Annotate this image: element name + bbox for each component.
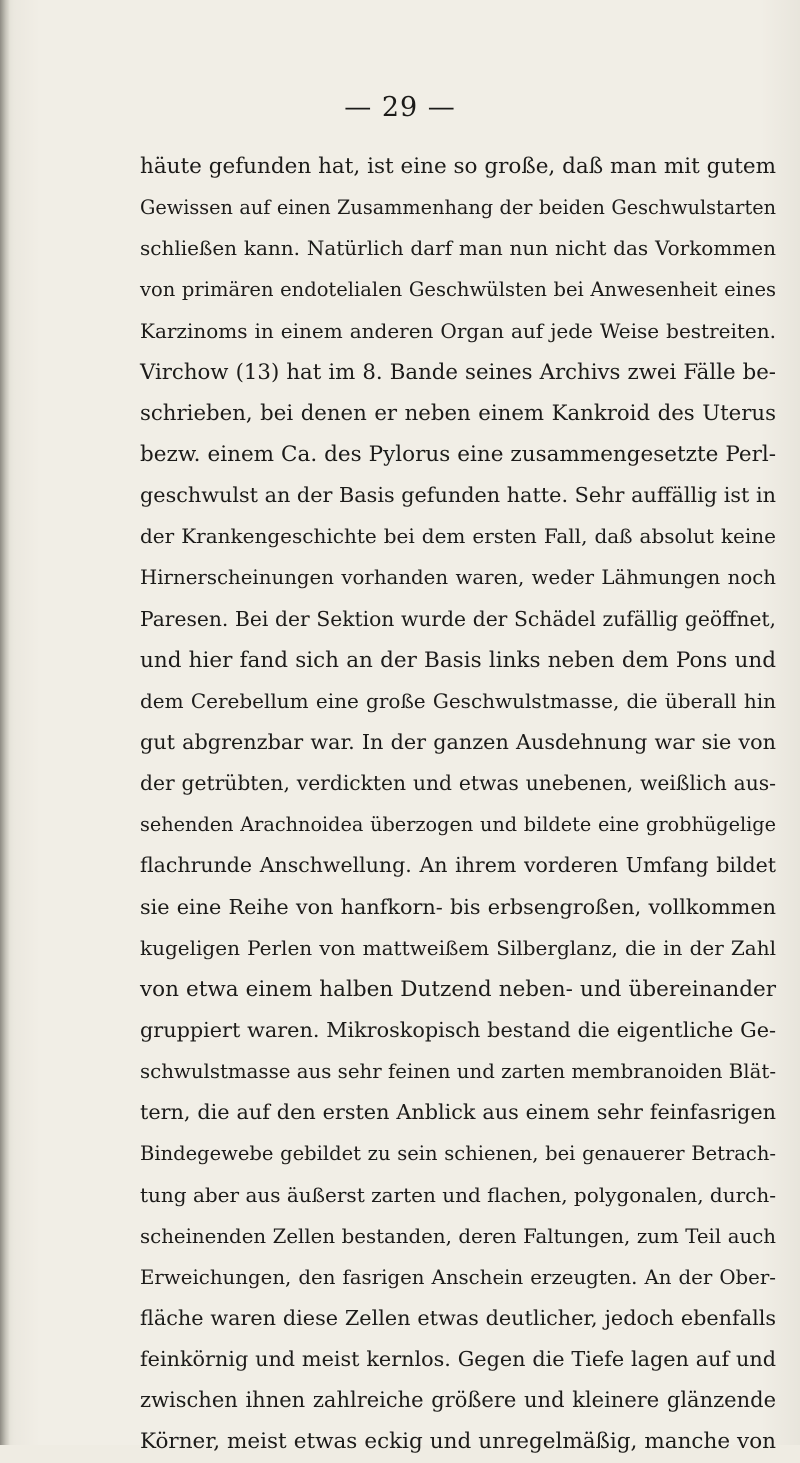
text-line: häute gefunden hat, ist eine so große, daß man mit gutem: [140, 154, 776, 179]
text-line: Karzinoms in einem anderen Organ auf jede Weise bestreiten.: [140, 318, 776, 343]
body-text: [140, 146, 776, 1463]
text-line: Körner, meist etwas eckig und unregelmäßig, manche von: [140, 1429, 776, 1455]
text-line: feinkörnig und meist kernlos. Gegen die Tiefe lagen auf und: [140, 1347, 776, 1372]
text-line: Gewissen auf einen Zusammenhang der beiden Geschwulstarten: [140, 196, 776, 220]
text-line: tung aber aus äußerst zarten und flachen, polygonalen, durch-: [140, 1182, 777, 1207]
text-line: sehenden Arachnoidea überzogen und bildete eine grobhügelige: [140, 813, 776, 837]
text-line: tern, die auf den ersten Anblick aus einem sehr feinfasrigen: [140, 1100, 776, 1125]
text-line: Paresen. Bei der Sektion wurde der Schädel zufällig geöffnet,: [140, 606, 776, 631]
text-line: zwischen ihnen zahlreiche größere und kleinere glänzende: [140, 1388, 776, 1413]
text-line: Virchow (13) hat im 8. Bande seines Archivs zwei Fälle be-: [140, 359, 776, 385]
text-line: der getrübten, verdickten und etwas unebenen, weißlich aus-: [140, 771, 776, 796]
text-line: schwulstmasse aus sehr feinen und zarten membranoiden Blät-: [140, 1060, 776, 1084]
page-number: — 29 —: [344, 92, 456, 123]
text-line: Bindegewebe gebildet zu sein schienen, bei genauerer Betrach-: [140, 1142, 776, 1166]
text-line: gut abgrenzbar war. In der ganzen Ausdehnung war sie von: [140, 729, 776, 754]
text-line: von primären endotelialen Geschwülsten bei Anwesenheit eines: [140, 278, 776, 302]
text-line: und hier fand sich an der Basis links neben dem Pons und: [140, 647, 776, 673]
text-line: gruppiert waren. Mikroskopisch bestand die eigentliche Ge-: [140, 1017, 776, 1042]
text-line: Hirnerscheinungen vorhanden waren, weder Lähmungen noch: [140, 566, 776, 590]
text-line: flachrunde Anschwellung. An ihrem vorderen Umfang bildet: [140, 853, 776, 878]
text-line: schließen kann. Natürlich darf man nun nicht das Vorkommen: [140, 236, 776, 261]
text-line: sie eine Reihe von hanfkorn- bis erbsengroßen, vollkommen: [140, 894, 776, 919]
text-line: fläche waren diese Zellen etwas deutlicher, jedoch ebenfalls: [140, 1305, 776, 1330]
text-line: geschwulst an der Basis gefunden hatte. Sehr auffällig ist in: [140, 483, 776, 508]
text-line: schrieben, bei denen er neben einem Kankroid des Uterus: [140, 400, 776, 426]
text-line: Erweichungen, den fasrigen Anschein erzeugten. An der Ober-: [140, 1265, 776, 1289]
text-line: kugeligen Perlen von mattweißem Silberglanz, die in der Zahl: [140, 935, 776, 960]
text-line: dem Cerebellum eine große Geschwulstmasse, die überall hin: [140, 688, 776, 713]
text-line: von etwa einem halben Dutzend neben- und übereinander: [140, 976, 776, 1002]
text-line: bezw. einem Ca. des Pylorus eine zusammengesetzte Perl-: [140, 441, 776, 467]
text-line: der Krankengeschichte bei dem ersten Fall, daß absolut keine: [140, 524, 776, 549]
text-line: scheinenden Zellen bestanden, deren Faltungen, zum Teil auch: [140, 1224, 776, 1248]
page-binding-edge: [0, 0, 10, 1445]
